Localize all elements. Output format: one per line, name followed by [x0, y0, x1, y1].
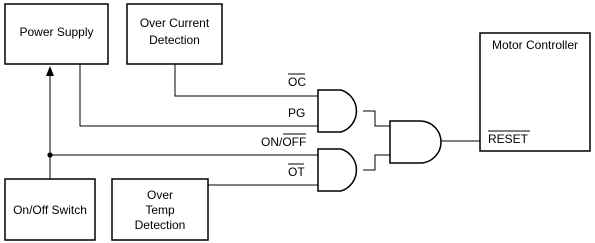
on-off-suffix: OFF [282, 135, 307, 149]
over-temp-label-line1: Over [146, 188, 174, 202]
and-gate-2 [318, 149, 356, 191]
arrowhead-icon [46, 66, 54, 76]
ot-label: OT [288, 165, 305, 179]
motor-controller-label: Motor Controller [491, 38, 579, 52]
onoff-switch-block [5, 179, 95, 240]
over-temp-label-line2: Temp [145, 203, 175, 217]
onoff-switch-label: On/Off Switch [13, 203, 87, 217]
and-gate-1 [318, 90, 356, 132]
on-off-label [261, 135, 306, 149]
motor-controller-block [480, 33, 590, 151]
oc-label: OC [288, 75, 306, 89]
power-supply-block [5, 4, 108, 64]
pg-wire [80, 64, 318, 126]
and-gate-3 [390, 121, 441, 163]
gate1-to-gate3-wire [363, 111, 390, 126]
over-temp-detection-block [112, 179, 208, 240]
over-current-label-line1: Over Current [139, 16, 210, 30]
gate2-to-gate3-wire [363, 155, 390, 170]
on-off-prefix: ON/ [261, 135, 283, 149]
over-temp-label-line3: Detection [134, 218, 186, 232]
over-current-label-line2: Detection [149, 33, 200, 47]
reset-label: RESET [488, 132, 529, 146]
pg-label: PG [288, 106, 306, 120]
power-supply-label: Power Supply [19, 25, 94, 39]
over-current-detection-block [127, 4, 222, 64]
